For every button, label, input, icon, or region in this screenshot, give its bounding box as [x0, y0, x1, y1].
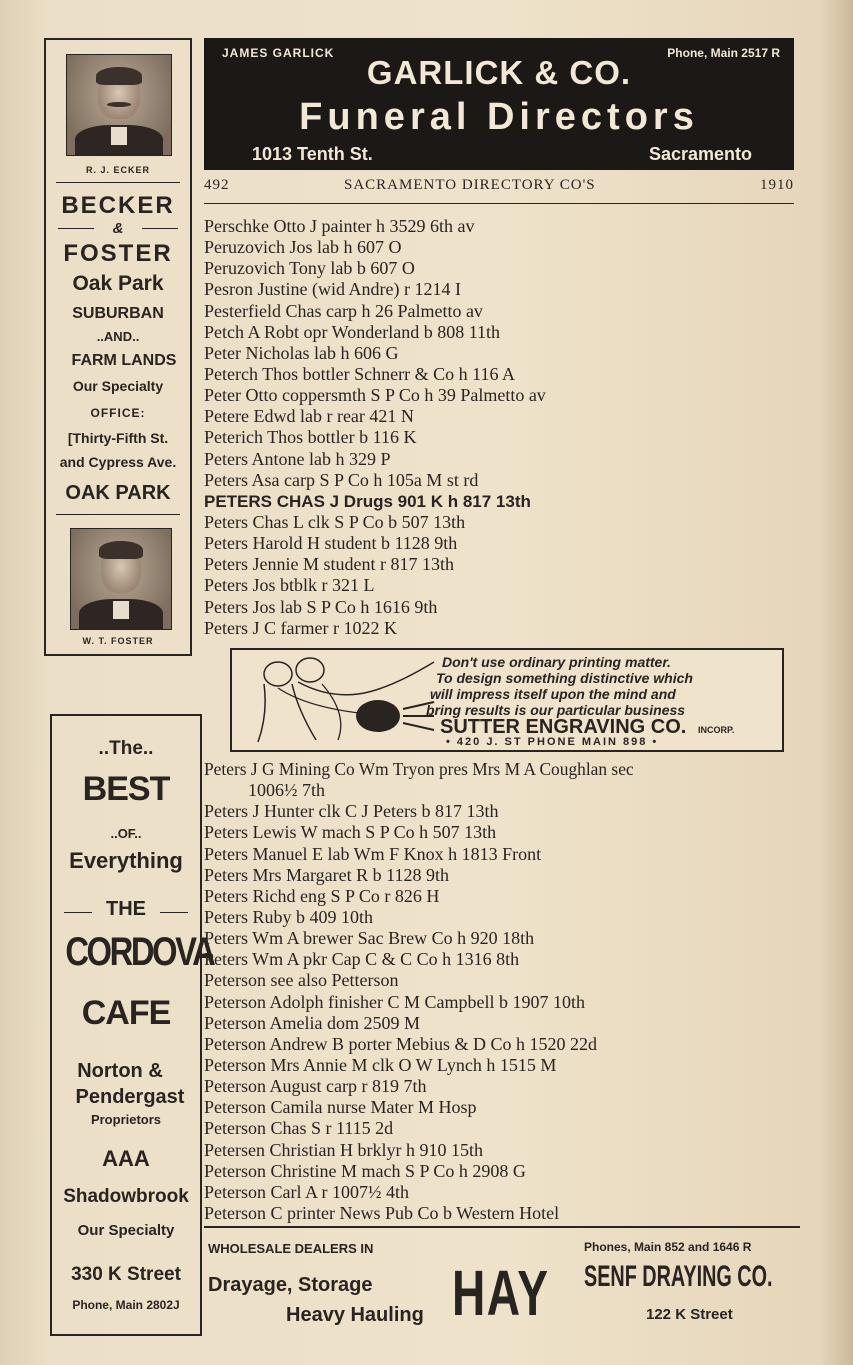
- owner-name: JAMES GARLICK: [222, 46, 335, 60]
- directory-entry: Peters Mrs Margaret R b 1128 9th: [204, 864, 449, 885]
- sutter-engraving-ad: [230, 648, 784, 752]
- office-address-2: and Cypress Ave.: [59, 454, 177, 470]
- heavy-hauling-text: Heavy Hauling: [286, 1304, 424, 1326]
- directory-entry: Petere Edwd lab r rear 421 N: [204, 406, 414, 427]
- directory-title: SACRAMENTO DIRECTORY CO'S: [344, 177, 596, 193]
- directory-entry: Peterson Carl A r 1007½ 4th: [204, 1181, 409, 1202]
- of-text: ..OF..: [110, 826, 142, 841]
- directory-entry-bold: PETERS CHAS J Drugs 901 K h 817 13th: [204, 491, 531, 511]
- directory-entry: Peters Jos btblk r 321 L: [204, 575, 375, 596]
- header-address: 1013 Tenth St.: [252, 144, 373, 164]
- directory-entry: Peterson Mrs Annie M clk O W Lynch h 1515 M: [204, 1054, 557, 1075]
- directory-entry: Petch A Robt opr Wonderland b 808 11th: [204, 321, 501, 342]
- sutter-line-2: To design something distinctive which: [436, 670, 693, 686]
- company-name: GARLICK & CO.: [366, 54, 632, 91]
- directory-entry: 1006½ 7th: [248, 780, 326, 801]
- directory-entry: Pesron Justine (wid Andre) r 1214 I: [204, 279, 461, 300]
- directory-entry: Peterson see also Petterson: [204, 970, 399, 991]
- directory-entry: Pesterfield Chas carp h 26 Palmetto av: [204, 300, 483, 321]
- directory-entry: Peterch Thos bottler Schnerr & Co h 116 A: [204, 363, 515, 384]
- the-caps-text: THE: [106, 898, 146, 920]
- senf-address: 122 K Street: [646, 1306, 733, 1323]
- garlick-funeral-ad: [204, 38, 794, 170]
- sutter-address: • 420 J. ST PHONE MAIN 898 •: [446, 736, 659, 748]
- farm-lands-text: FARM LANDS: [71, 352, 177, 369]
- directory-entry: Peterson August carp r 819 7th: [204, 1076, 427, 1097]
- suburban-text: SUBURBAN: [72, 305, 164, 322]
- best-text: BEST: [82, 770, 170, 808]
- company-foster: FOSTER: [63, 240, 173, 267]
- directory-entry: Peterson C printer News Pub Co b Western Hotel: [204, 1202, 560, 1223]
- norton-text: Norton &: [77, 1060, 163, 1082]
- shadowbrook-text: Shadowbrook: [63, 1186, 189, 1207]
- office-address-1: [Thirty-Fifth St.: [67, 430, 169, 446]
- directory-entry: Peters Asa carp S P Co h 105a M st rd: [204, 469, 479, 490]
- proprietors-text: Proprietors: [90, 1112, 162, 1127]
- page-header: [204, 177, 794, 199]
- becker-foster-ad: [44, 38, 192, 656]
- company-becker: BECKER: [61, 192, 175, 219]
- cafe-phone: Phone, Main 2802J: [72, 1298, 180, 1312]
- pendergast-text: Pendergast: [75, 1086, 185, 1108]
- page-number: 492: [204, 177, 230, 193]
- directory-entry: Peters Richd eng S P Co r 826 H: [204, 885, 440, 906]
- footer-phones: Phones, Main 852 and 1646 R: [584, 1240, 752, 1254]
- directory-entry: Peterson Camila nurse Mater M Hosp: [204, 1097, 477, 1118]
- location-oak-park: Oak Park: [72, 272, 164, 295]
- directory-entries-top: [204, 216, 804, 639]
- directory-entry: Peruzovich Tony lab b 607 O: [204, 258, 415, 279]
- directory-entry: Peter Otto coppersmth S P Co h 39 Palmetto av: [204, 385, 546, 406]
- engraving-figures-illustration: [238, 654, 438, 746]
- wholesale-text: WHOLESALE DEALERS IN: [208, 1241, 374, 1256]
- photo-caption-ecker: R. J. ECKER: [85, 165, 150, 175]
- directory-entry: Peterson Amelia dom 2509 M: [204, 1012, 420, 1033]
- sutter-line-4: bring results is our particular business: [426, 702, 686, 718]
- sutter-company: SUTTER ENGRAVING CO.: [440, 716, 687, 738]
- directory-entry: Peters Jennie M student r 817 13th: [204, 554, 454, 575]
- senf-draying-name: SENF DRAYING CO.: [584, 1260, 773, 1293]
- portrait-photo-ecker: [66, 54, 172, 156]
- aaa-text: AAA: [102, 1146, 150, 1171]
- business-type: Funeral Directors: [299, 96, 699, 138]
- directory-entry: Peters J G Mining Co Wm Tryon pres Mrs M A Coughlan sec: [204, 759, 634, 779]
- directory-year: 1910: [760, 177, 794, 193]
- directory-entry: Peters J C farmer r 1022 K: [204, 617, 397, 638]
- cafe-address: 330 K Street: [71, 1264, 181, 1285]
- specialty-text: Our Specialty: [72, 378, 164, 394]
- portrait-photo-foster: [70, 528, 172, 630]
- header-city: Sacramento: [648, 144, 752, 164]
- directory-entry: Peters Ruby b 409 10th: [204, 906, 373, 927]
- directory-entry: Peters Wm A brewer Sac Brew Co h 920 18th: [204, 928, 535, 949]
- hay-text: HAY: [452, 1257, 550, 1329]
- cafe-specialty-text: Our Specialty: [77, 1222, 175, 1239]
- directory-entry: Perschke Otto J painter h 3529 6th av: [204, 216, 475, 236]
- sutter-line-3: will impress itself upon the mind and: [430, 686, 676, 702]
- directory-entry: Peruzovich Jos lab h 607 O: [204, 237, 402, 258]
- directory-entry: Peterson Andrew B porter Mebius & D Co h 1520 22d: [204, 1033, 597, 1054]
- photo-caption-foster: W. T. FOSTER: [82, 636, 154, 646]
- sutter-incorp: INCORP.: [698, 725, 735, 735]
- directory-entry: Peters Jos lab S P Co h 1616 9th: [204, 596, 438, 617]
- office-label: OFFICE:: [90, 406, 146, 420]
- company-ampersand: &: [112, 220, 124, 237]
- directory-entry: Petersen Christian H brklyr h 910 15th: [204, 1139, 483, 1160]
- header-phone: Phone, Main 2517 R: [667, 46, 780, 60]
- directory-entry: Peters Chas L clk S P Co b 507 13th: [204, 511, 466, 532]
- directory-entry: Peterich Thos bottler b 116 K: [204, 427, 417, 448]
- sutter-line-1: Don't use ordinary printing matter.: [442, 654, 671, 670]
- directory-entry: Peters J Hunter clk C J Peters b 817 13th: [204, 801, 499, 822]
- and-text: ..AND..: [96, 329, 140, 344]
- oak-park-caps: OAK PARK: [65, 482, 171, 504]
- everything-text: Everything: [69, 848, 183, 873]
- directory-entry: Peters Wm A pkr Cap C & C Co h 1316 8th: [204, 949, 520, 970]
- drayage-storage-text: Drayage, Storage: [208, 1274, 373, 1296]
- directory-entries-bottom: [204, 759, 804, 1224]
- the-text: ..The..: [98, 738, 154, 759]
- directory-entry: Peterson Chas S r 1115 2d: [204, 1118, 394, 1139]
- directory-entry: Peterson Christine M mach S P Co h 2908 G: [204, 1160, 526, 1181]
- cordova-cafe-ad: [50, 714, 214, 1336]
- directory-entry: Peters Lewis W mach S P Co h 507 13th: [204, 822, 497, 843]
- directory-entry: Peter Nicholas lab h 606 G: [204, 342, 399, 363]
- directory-entry: Peters Harold H student b 1128 9th: [204, 533, 458, 554]
- directory-entry: Peters Antone lab h 329 P: [204, 448, 391, 469]
- directory-entry: Peterson Adolph finisher C M Campbell b 1907 10th: [204, 991, 585, 1012]
- cordova-text: CORDOVA: [65, 930, 214, 974]
- directory-entry: Peters Manuel E lab Wm F Knox h 1813 Front: [204, 843, 542, 864]
- cafe-text: CAFE: [81, 994, 171, 1032]
